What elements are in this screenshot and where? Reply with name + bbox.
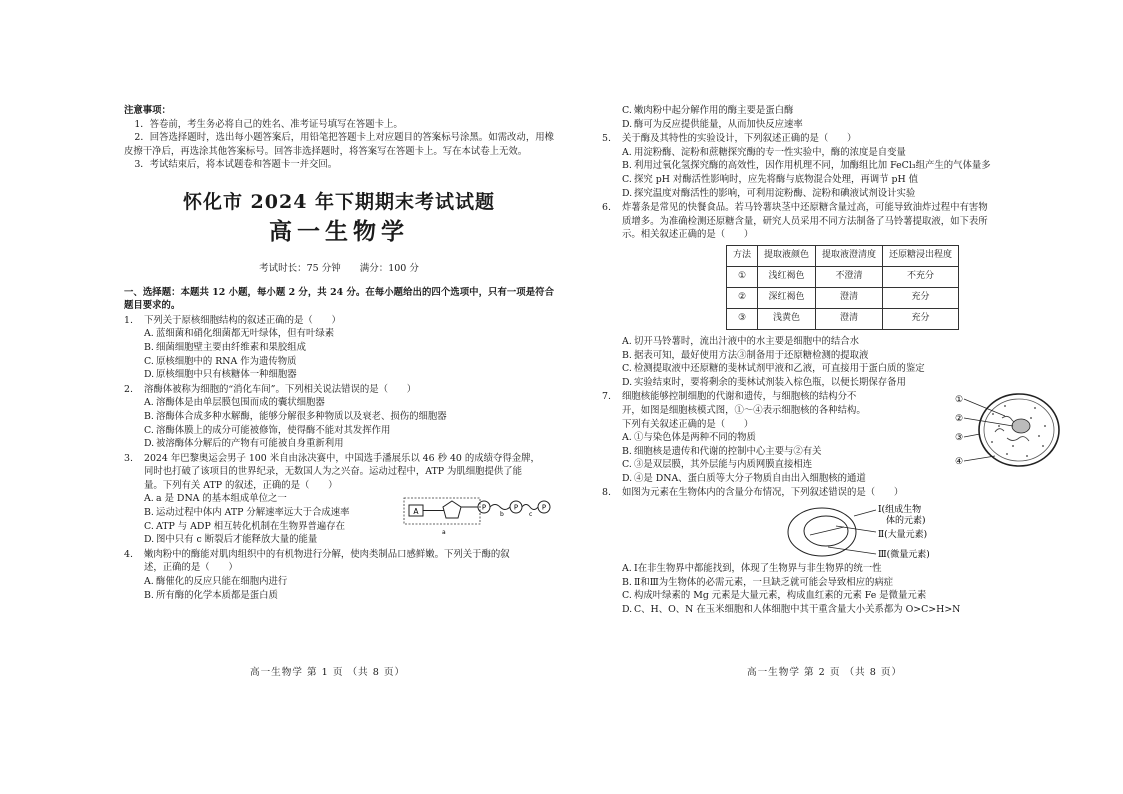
question-number: 3. (124, 452, 133, 464)
question-number: 5. (602, 133, 611, 145)
notice-item-3: 3．考试结束后，将本试题卷和答题卡一并交回。 (134, 159, 338, 171)
exam-info: 考试时长：75 分钟 满分：100 分 (259, 262, 419, 274)
option-b: B. 据表可知，最好使用方法③制备用于还原糖检测的提取液 (622, 349, 869, 361)
marker-1: ① (955, 395, 964, 406)
question-number: 8. (602, 487, 611, 499)
question-stem: 细胞核能够控制细胞的代谢和遗传，与细胞核的结构分不 (622, 391, 857, 403)
svg-text:b: b (500, 510, 504, 518)
option-d: D. C、H、O、N 在玉米细胞和人体细胞中其干重含量大小关系都为 O>C>H>N (622, 603, 961, 615)
table-cell: 澄清 (816, 308, 883, 329)
table-cell: 澄清 (816, 287, 883, 308)
question-5 (602, 132, 1072, 200)
option-d: D. 被溶酶体分解后的产物有可能被自身重新利用 (144, 438, 344, 450)
extraction-methods-table (726, 245, 959, 330)
table-cell: ③ (727, 308, 758, 329)
option-d: D. 原核细胞中只有核糖体一种细胞器 (144, 369, 297, 381)
question-6 (602, 201, 1072, 389)
option-c: C. ③是双层膜，其外层能与内质网膜直接相连 (622, 459, 813, 471)
exam-title: 怀化市 2024 年下期期末考试试题 (182, 190, 496, 213)
option-c: C. 检测提取液中还原糖的斐林试剂甲液和乙液，可直接用于蛋白质的鉴定 (622, 363, 925, 375)
table-header-row (727, 245, 959, 266)
notice-item-1: 1．答卷前，考生务必将自己的姓名、准考证号填写在答题卡上。 (134, 118, 403, 130)
marker-3: ③ (955, 433, 964, 444)
ribose-pentagon (443, 501, 461, 518)
question-8 (602, 486, 1072, 616)
table-cell: 充分 (883, 308, 959, 329)
svg-text:P: P (541, 503, 547, 512)
option-c: C. 构成叶绿素的 Mg 元素是大量元素，构成血红素的元素 Fe 是微量元素 (622, 590, 927, 602)
svg-text:A: A (413, 506, 419, 516)
question-stem: 嫩肉粉中的酶能对肌肉组织中的有机物进行分解，使肉类制品口感鲜嫩。下列关于酶的叙 (144, 548, 510, 560)
label-group-2: Ⅱ(大量元素) (878, 530, 928, 541)
option-c: C. 嫩肉粉中起分解作用的酶主要是蛋白酶 (622, 105, 794, 116)
question-4-continued (602, 104, 1072, 131)
table-header: 提取液澄清度 (816, 245, 883, 266)
table-cell: ② (727, 287, 758, 308)
option-d: D. 探究温度对酶活性的影响，可利用淀粉酶、淀粉和碘液试剂设计实验 (622, 187, 916, 199)
label-group-1-cont: 体的元素) (886, 516, 926, 527)
question-number: 7. (602, 391, 611, 403)
element-venn-diagram (782, 502, 982, 562)
option-d: D. 图中只有 c 断裂后才能释放大量的能量 (144, 534, 318, 546)
question-number: 2. (124, 383, 133, 395)
label-group-1: Ⅰ(组成生物 (878, 505, 922, 516)
atp-structure-diagram (402, 494, 554, 536)
question-stem: 溶酶体被称为细胞的“消化车间”。下列相关说法错误的是（ ） (144, 383, 417, 395)
option-c: C. 原核细胞中的 RNA 作为遗传物质 (144, 355, 297, 367)
page-footer-1: 高一生物学 第 1 页 （共 8 页） (250, 667, 406, 678)
table-cell: 浅红褐色 (758, 266, 816, 287)
svg-text:a: a (442, 528, 446, 536)
option-b: B. 溶酶体合成多种水解酶，能够分解很多种物质以及衰老、损伤的细胞器 (144, 410, 447, 422)
question-stem-cont: 示。相关叙述正确的是（ ） (622, 229, 754, 241)
option-b: B. 运动过程中体内 ATP 分解速率远大于合成速率 (144, 507, 350, 519)
table-cell: 充分 (883, 287, 959, 308)
question-7 (602, 390, 1072, 485)
option-c: C. 溶酶体膜上的成分可能被修饰，使得酶不能对其发挥作用 (144, 424, 391, 436)
option-a: A. 蓝细菌和硝化细菌都无叶绿体，但有叶绿素 (144, 328, 335, 340)
option-c: C. 探究 pH 对酶活性影响时，应先将酶与底物混合处理，再调节 pH 值 (622, 173, 919, 185)
question-stem: 炸薯条是常见的快餐食品。若马铃薯块茎中还原糖含量过高，可能导致油炸过程中有害物 (622, 202, 988, 214)
nucleus-diagram (947, 386, 1069, 478)
question-stem: 关于酶及其特性的实验设计，下列叙述正确的是（ ） (622, 133, 857, 145)
notice (124, 104, 554, 172)
question-stem-cont: 下列有关叙述正确的是（ ） (622, 418, 754, 430)
element-venn-figure (602, 500, 1072, 562)
table-cell: 不澄清 (816, 266, 883, 287)
question-stem-cont: 质增多。为准确检测还原糖含量，研究人员采用不同方法制备了马铃薯提取液，如下表所 (622, 215, 988, 227)
table-row (727, 287, 959, 308)
question-number: 4. (124, 548, 133, 560)
question-stem: 如图为元素在生物体内的含量分布情况，下列叙述错误的是（ ） (622, 487, 904, 499)
option-b: B. Ⅱ和Ⅲ为生物体的必需元素，一旦缺乏就可能会导致相应的病症 (622, 576, 894, 588)
notice-title: 注意事项： (124, 105, 171, 116)
option-b: B. 所有酶的化学本质都是蛋白质 (144, 589, 278, 601)
question-4 (124, 548, 554, 602)
option-b: B. 细胞核是遗传和代谢的控制中心主要与②有关 (622, 445, 822, 457)
option-b: B. 细菌细胞壁主要由纤维素和果胶组成 (144, 341, 307, 353)
question-3 (124, 452, 554, 547)
subject-title: 高一生物学 (269, 217, 409, 245)
section-heading: 一、选择题：本题共 12 小题，每小题 2 分，共 24 分。在每小题给出的四个选项中，只有一项是符合题目要求的。 (124, 286, 554, 312)
table-cell: 深红褐色 (758, 287, 816, 308)
option-a: A. 溶酶体是由单层膜包围而成的囊状细胞器 (144, 397, 325, 409)
question-stem: 下列关于原核细胞结构的叙述正确的是（ ） (144, 314, 341, 326)
option-d: D. 酶可为反应提供能量，从而加快反应速率 (622, 118, 803, 130)
page-1 (0, 0, 561, 794)
question-2 (124, 383, 554, 451)
option-d: D. 实验结束时，要将剩余的斐林试剂装入棕色瓶，以便长期保存备用 (622, 376, 906, 388)
table-cell: 浅黄色 (758, 308, 816, 329)
option-a: A. 酶催化的反应只能在细胞内进行 (144, 576, 288, 588)
option-a: A. Ⅰ在非生物界中都能找到，体现了生物界与非生物界的统一性 (622, 563, 882, 575)
svg-text:P: P (513, 503, 519, 512)
table-row (727, 266, 959, 287)
marker-2: ② (955, 414, 964, 425)
marker-4: ④ (955, 457, 964, 468)
question-stem-cont: 量。下列有关 ATP 的叙述，正确的是（ ） (144, 479, 338, 491)
right-column (602, 104, 1072, 616)
table-row (727, 308, 959, 329)
option-a: A. 切开马铃薯时，流出汁液中的水主要是细胞中的结合水 (622, 335, 860, 347)
question-stem-cont: 述，正确的是（ ） (144, 562, 238, 574)
svg-text:c: c (529, 510, 533, 518)
question-number: 1. (124, 314, 133, 326)
option-a: A. a 是 DNA 的基本组成单位之一 (144, 493, 287, 505)
option-a: A. ①与染色体是两种不同的物质 (622, 432, 756, 444)
question-stem-cont: 同时也打破了该项目的世界纪录，无数国人为之兴奋。运动过程中，ATP 为肌细胞提供了能 (144, 466, 523, 478)
table-header: 提取液颜色 (758, 245, 816, 266)
table-cell: ① (727, 266, 758, 287)
option-a: A. 用淀粉酶、淀粉和蔗糖探究酶的专一性实验中，酶的浓度是自变量 (622, 146, 906, 158)
page-2 (562, 0, 1123, 794)
label-group-3: Ⅲ(微量元素) (878, 550, 930, 561)
notice-item-2: 2．回答选择题时，选出每小题答案后，用铅笔把答题卡上对应题目的答案标号涂黑。如需改动，用橡皮擦干净后，再选涂其他答案标号。回答非选择题时，将答案写在答题卡上。写在本试卷上无效。 (124, 132, 554, 157)
question-stem-cont: 开，如图是细胞核模式图，①～④表示细胞核的各种结构。 (622, 404, 866, 416)
svg-text:P: P (481, 503, 487, 512)
table-header: 还原糖浸出程度 (883, 245, 959, 266)
left-column (124, 104, 554, 602)
table-cell: 不充分 (883, 266, 959, 287)
question-1 (124, 314, 554, 382)
option-d: D. ④是 DNA、蛋白质等大分子物质自由出入细胞核的通道 (622, 472, 866, 484)
page-footer-2: 高一生物学 第 2 页 （共 8 页） (747, 667, 903, 678)
option-c: C. ATP 与 ADP 相互转化机制在生物界普遍存在 (144, 520, 345, 532)
question-number: 6. (602, 202, 611, 214)
table-header: 方法 (727, 245, 758, 266)
option-b: B. 利用过氧化氢探究酶的高效性，因作用机理不同，加酶组比加 FeCl₃组产生的气体量多 (622, 160, 991, 172)
question-stem: 2024 年巴黎奥运会男子 100 米自由泳决赛中，中国选手潘展乐以 46 秒 40 的成绩夺得金牌， (144, 452, 540, 464)
